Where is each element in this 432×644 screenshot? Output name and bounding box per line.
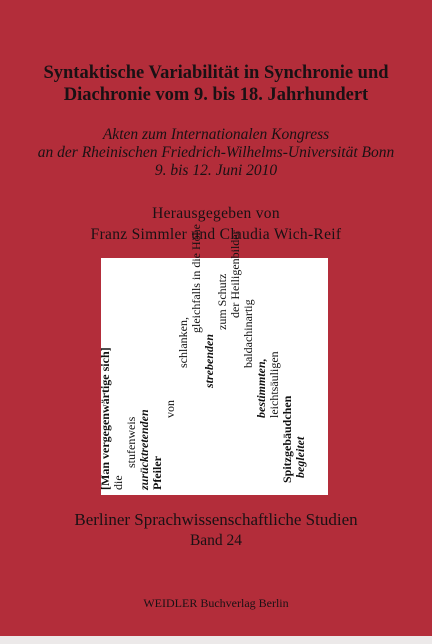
- subtitle-line-3: 9. bis 12. Juni 2010: [154, 162, 278, 179]
- poem-line: leichtsäuligen: [267, 351, 281, 418]
- poem-line: bestimmten,: [254, 358, 268, 418]
- subtitle-line-1: Akten zum Internationalen Kongress: [102, 126, 330, 143]
- poem-line: Pfeiler: [150, 456, 164, 490]
- title-line-2: Diachronie vom 9. bis 18. Jahrhundert: [63, 85, 369, 105]
- series-volume: Band 24: [189, 532, 243, 549]
- bottom-edge: [0, 636, 432, 644]
- title-line-1: Syntaktische Variabilität in Synchronie und: [43, 63, 389, 83]
- poem-line: zum Schutz: [215, 273, 229, 330]
- poem-line: zurücktretenden: [137, 409, 151, 490]
- publisher: WEIDLER Buchverlag Berlin: [143, 596, 289, 610]
- poem-line: baldachinartig: [241, 299, 255, 368]
- subtitle-line-2: an der Rheinischen Friedrich-Wilhelms-Universität Bonn: [37, 144, 395, 161]
- book-title: [0, 62, 432, 106]
- poem-line: begleitet: [293, 436, 307, 478]
- editors-names: Franz Simmler und Claudia Wich-Reif: [90, 226, 342, 243]
- poem-line: der Heiligenbilder: [228, 230, 242, 318]
- editors-label: Herausgegeben von: [152, 205, 280, 222]
- poem-line: schlanken,: [176, 317, 190, 368]
- poem-line: [Man vergegenwärtige sich]: [98, 347, 112, 490]
- poem-line: gleichfalls in die Höhe: [189, 224, 203, 333]
- series-name: Berliner Sprachwissenschaftliche Studien: [74, 510, 358, 529]
- poem-line: die: [111, 475, 125, 490]
- poem-line: Spitzgebäudchen: [280, 395, 294, 483]
- poem-line: stufenweis: [124, 416, 138, 468]
- poem-line: von: [163, 400, 177, 418]
- poem-line: strebenden: [202, 334, 216, 388]
- book-subtitle: [0, 126, 432, 180]
